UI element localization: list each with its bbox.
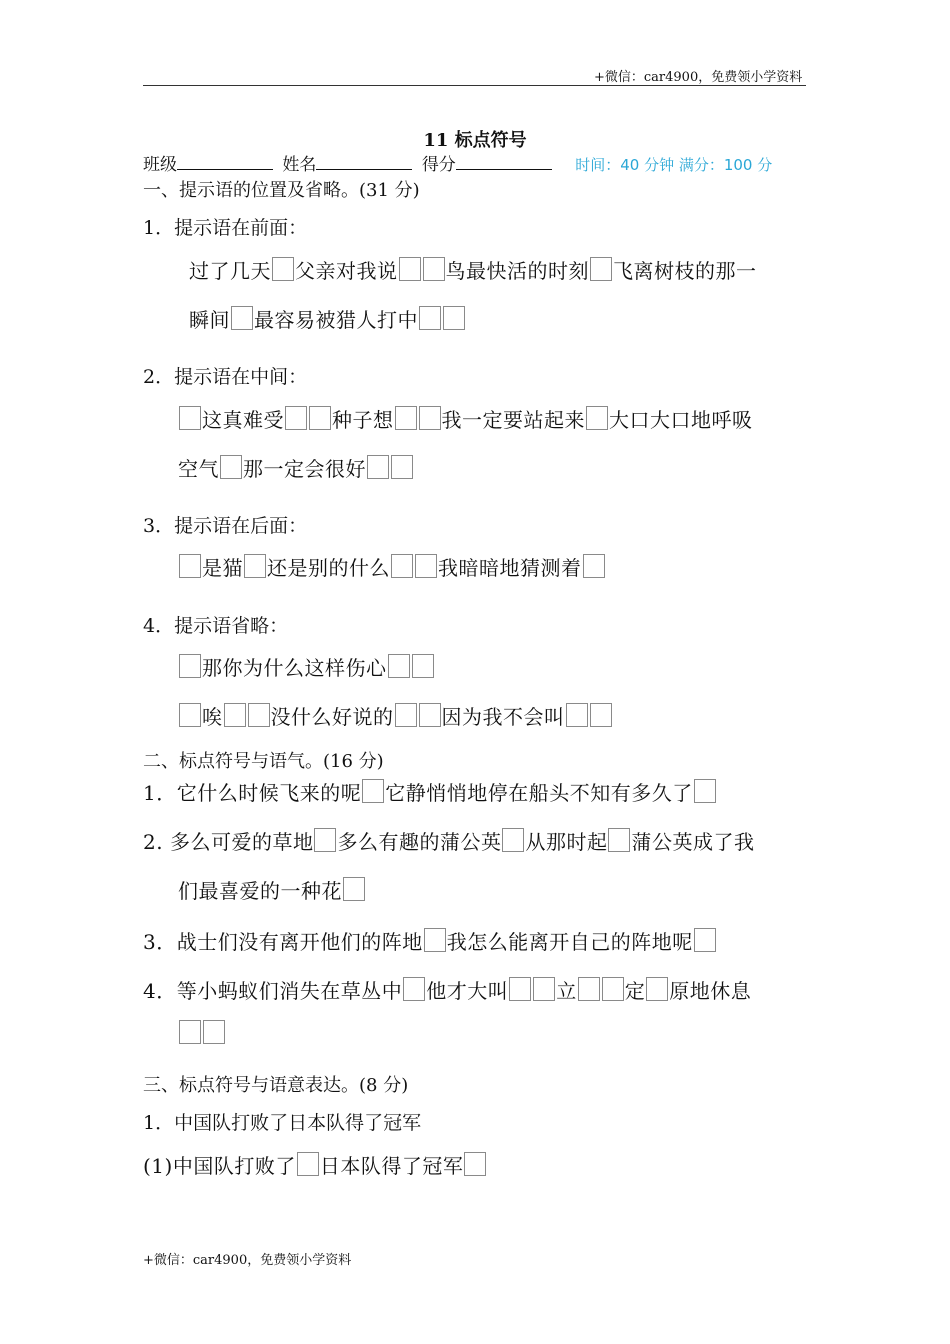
answer-box[interactable] xyxy=(391,455,413,479)
answer-box[interactable] xyxy=(244,554,266,578)
answer-box[interactable] xyxy=(590,257,612,281)
s1-q3-line1: 是猫 还是别的什么 我暗暗地猜测着 xyxy=(178,552,606,581)
answer-box[interactable] xyxy=(419,703,441,727)
answer-box[interactable] xyxy=(578,977,600,1001)
s2-q3: 3．战士们没有离开他们的阵地 我怎么能离开自己的阵地呢 xyxy=(143,926,717,955)
answer-box[interactable] xyxy=(367,455,389,479)
answer-box[interactable] xyxy=(179,1020,201,1044)
answer-box[interactable] xyxy=(388,654,410,678)
answer-box[interactable] xyxy=(608,828,630,852)
footer-note: +微信：car4900，免费领小学资料 xyxy=(143,1253,352,1268)
answer-box[interactable] xyxy=(502,828,524,852)
s2-q2-line1: 2. 多么可爱的草地 多么有趣的蒲公英 从那时起 蒲公英成了我 xyxy=(143,830,755,854)
answer-box[interactable] xyxy=(415,554,437,578)
name-field[interactable] xyxy=(316,154,412,170)
answer-box[interactable] xyxy=(395,703,417,727)
section-1-title: 一、提示语的位置及省略。(31 分) xyxy=(143,180,420,201)
answer-box[interactable] xyxy=(297,1152,319,1176)
answer-box[interactable] xyxy=(419,406,441,430)
student-info-row xyxy=(143,150,772,175)
answer-box[interactable] xyxy=(443,306,465,330)
s2-q4-line2 xyxy=(178,1020,226,1046)
s1-q4-line1: 那你为什么这样伤心 xyxy=(178,652,435,681)
time-info: 时间：40 分钟 满分：100 分 xyxy=(575,156,773,174)
s1-q1-line1: 过了几天 父亲对我说 鸟最快活的时刻 飞离树枝的那一 xyxy=(189,259,757,283)
answer-box[interactable] xyxy=(423,257,445,281)
answer-box[interactable] xyxy=(231,306,253,330)
answer-box[interactable] xyxy=(391,554,413,578)
answer-box[interactable] xyxy=(464,1152,486,1176)
answer-box[interactable] xyxy=(179,654,201,678)
s1-q4-line2: 唉 没什么好说的 因为我不会叫 xyxy=(178,701,613,730)
answer-box[interactable] xyxy=(566,703,588,727)
page-title: 11 标点符号 xyxy=(423,130,527,151)
answer-box[interactable] xyxy=(590,703,612,727)
s1-q4-label: 4．提示语省略： xyxy=(143,615,289,637)
answer-box[interactable] xyxy=(179,406,201,430)
answer-box[interactable] xyxy=(694,928,716,952)
answer-box[interactable] xyxy=(309,406,331,430)
answer-box[interactable] xyxy=(343,877,365,901)
answer-box[interactable] xyxy=(362,779,384,803)
answer-box[interactable] xyxy=(586,406,608,430)
answer-box[interactable] xyxy=(224,703,246,727)
s2-q1: 1．它什么时候飞来的呢 它静悄悄地停在船头不知有多久了 xyxy=(143,777,717,806)
answer-box[interactable] xyxy=(419,306,441,330)
section-2-title: 二、标点符号与语气。(16 分) xyxy=(143,751,384,772)
answer-box[interactable] xyxy=(395,406,417,430)
s1-q3-label: 3．提示语在后面： xyxy=(143,515,308,537)
answer-box[interactable] xyxy=(646,977,668,1001)
answer-box[interactable] xyxy=(179,703,201,727)
answer-box[interactable] xyxy=(583,554,605,578)
class-label: 班级 xyxy=(143,155,177,175)
answer-box[interactable] xyxy=(412,654,434,678)
answer-box[interactable] xyxy=(285,406,307,430)
answer-box[interactable] xyxy=(694,779,716,803)
answer-box[interactable] xyxy=(272,257,294,281)
answer-box[interactable] xyxy=(203,1020,225,1044)
s1-q2-line2: 空气 那一定会很好 xyxy=(178,453,414,482)
header-note: +微信：car4900，免费领小学资料 xyxy=(594,70,803,85)
answer-box[interactable] xyxy=(314,828,336,852)
header-divider xyxy=(143,85,806,86)
s1-q2-line1: 这真难受 种子想 我一定要站起来 大口大口地呼吸 xyxy=(178,404,753,433)
s1-q2-label: 2．提示语在中间： xyxy=(143,366,308,388)
s1-q1-label: 1．提示语在前面： xyxy=(143,217,308,239)
answer-box[interactable] xyxy=(509,977,531,1001)
section-3-title: 三、标点符号与语意表达。(8 分) xyxy=(143,1075,409,1096)
s3-q1-1: (1)中国队打败了 日本队得了冠军 xyxy=(143,1150,487,1179)
answer-box[interactable] xyxy=(179,554,201,578)
s1-q1-line2: 瞬间 最容易被猎人打中 xyxy=(189,304,466,333)
score-field[interactable] xyxy=(456,154,552,170)
s3-q1: 1．中国队打败了日本队得了冠军 xyxy=(143,1112,422,1134)
answer-box[interactable] xyxy=(533,977,555,1001)
answer-box[interactable] xyxy=(424,928,446,952)
answer-box[interactable] xyxy=(399,257,421,281)
s2-q2-line2: 们最喜爱的一种花 xyxy=(178,875,366,904)
answer-box[interactable] xyxy=(220,455,242,479)
score-label: 得分 xyxy=(421,155,456,175)
answer-box[interactable] xyxy=(403,977,425,1001)
answer-box[interactable] xyxy=(602,977,624,1001)
class-field[interactable] xyxy=(177,154,273,170)
answer-box[interactable] xyxy=(248,703,270,727)
name-label: 姓名 xyxy=(282,155,317,175)
s2-q4-line1: 4．等小蚂蚁们消失在草丛中 他才大叫 立 定 原地休息 xyxy=(143,979,752,1003)
